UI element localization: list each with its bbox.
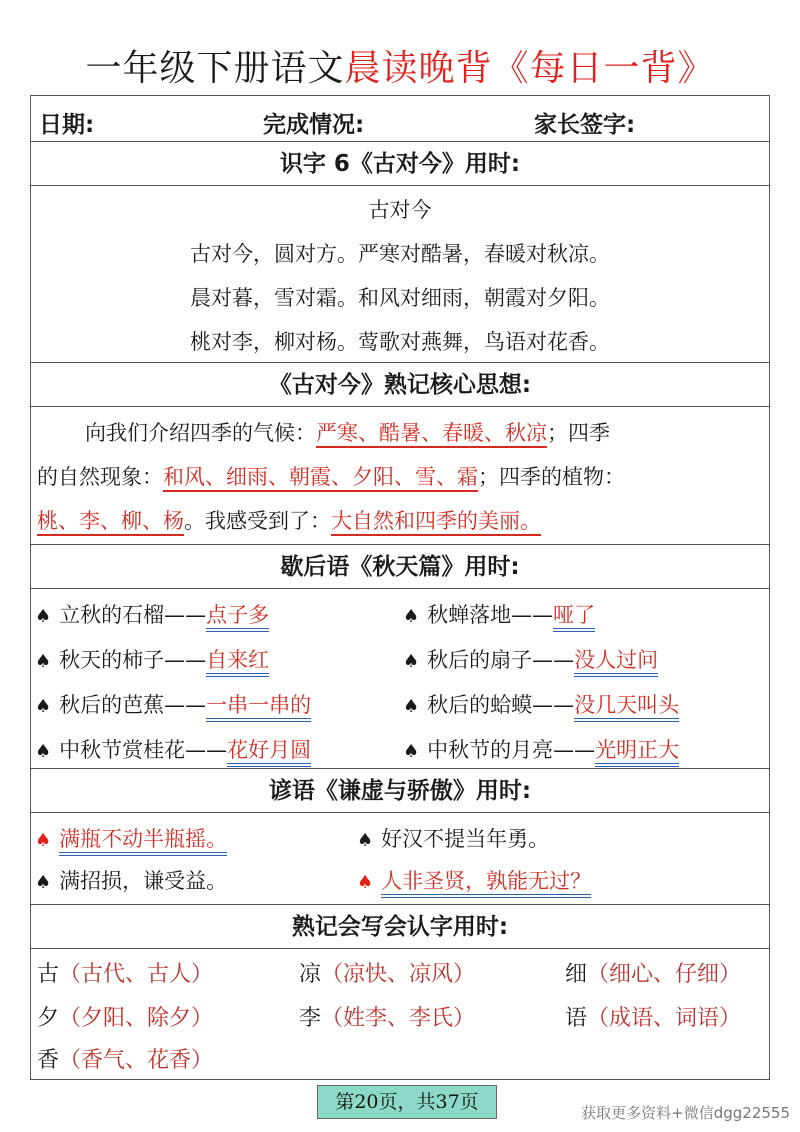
core-text: ；四季 — [547, 421, 610, 445]
spade-icon: ♠ — [403, 606, 420, 627]
xiehouyu-item — [403, 689, 679, 719]
char-phrases: （香气、花香） — [59, 1048, 214, 1073]
core-text: 向我们介绍四季的气候： — [85, 421, 316, 445]
char-word: 古 — [37, 962, 60, 987]
char-item — [565, 957, 741, 988]
section4-title: 谚语《谦虚与骄傲》用时: — [31, 769, 769, 813]
xiehouyu-block — [31, 589, 769, 769]
char-word: 语 — [565, 1006, 588, 1031]
xiehouyu-a: 光明正大 — [595, 738, 679, 767]
poem-block — [31, 186, 769, 363]
xiehouyu-q: 秋后的扇子—— — [427, 648, 575, 672]
spade-icon: ♠ — [35, 606, 52, 627]
spade-icon: ♠ — [357, 872, 374, 893]
proverb-item — [357, 823, 549, 853]
page-indicator: 第20页，共37页 — [317, 1085, 497, 1119]
xiehouyu-item — [403, 599, 595, 629]
char-item — [37, 1001, 213, 1032]
title-black: 一年级下册语文 — [85, 48, 345, 89]
characters-block — [31, 949, 769, 1079]
section1-title: 识字 6《古对今》用时: — [31, 142, 769, 186]
spade-icon: ♠ — [35, 830, 52, 851]
spade-icon: ♠ — [357, 830, 374, 851]
spade-icon: ♠ — [35, 872, 52, 893]
signature-label: 家长签字: — [534, 112, 636, 138]
char-phrases: （夕阳、除夕） — [59, 1006, 214, 1031]
char-phrases: （姓李、李氏） — [321, 1006, 476, 1031]
header-row — [31, 96, 769, 142]
spade-icon: ♠ — [35, 651, 52, 672]
xiehouyu-a: 哑了 — [553, 603, 595, 632]
proverb-text: 满瓶不动半瓶摇。 — [59, 827, 227, 856]
char-word: 凉 — [299, 962, 322, 987]
xiehouyu-a: 一串一串的 — [206, 693, 311, 722]
char-word: 夕 — [37, 1006, 60, 1031]
proverb-text: 人非圣贤，孰能无过？ — [381, 869, 591, 898]
spade-icon: ♠ — [403, 651, 420, 672]
xiehouyu-q: 秋后的芭蕉—— — [59, 693, 207, 717]
poem-line-1: 古对今，圆对方。严寒对酷暑，春暖对秋凉。 — [190, 242, 610, 266]
section3-title: 歇后语《秋天篇》用时: — [31, 545, 769, 589]
xiehouyu-q: 秋蝉落地—— — [427, 603, 554, 627]
char-phrases: （成语、词语） — [587, 1006, 742, 1031]
xiehouyu-q: 中秋节的月亮—— — [427, 738, 596, 762]
char-phrases: （凉快、凉风） — [321, 962, 476, 987]
proverb-block — [31, 813, 769, 905]
xiehouyu-q: 立秋的石榴—— — [59, 603, 207, 627]
proverb-text: 满招损，谦受益。 — [59, 869, 228, 893]
core-idea-block — [31, 407, 769, 545]
spade-icon: ♠ — [403, 696, 420, 717]
char-word: 李 — [299, 1006, 322, 1031]
char-item — [37, 1043, 213, 1074]
core-text: ；四季的植物： — [478, 465, 625, 489]
xiehouyu-a: 没几天叫头 — [574, 693, 679, 722]
answer-feeling: 大自然和四季的美丽。 — [331, 509, 541, 536]
section5-title: 熟记会写会认字用时: — [31, 905, 769, 949]
title-red: 晨读晚背《每日一背》 — [344, 48, 715, 89]
proverb-text: 好汉不提当年勇。 — [381, 827, 550, 851]
xiehouyu-item — [403, 644, 658, 674]
char-phrases: （古代、古人） — [59, 962, 214, 987]
worksheet — [30, 95, 770, 1080]
page-title — [0, 40, 800, 91]
char-phrases: （细心、仔细） — [587, 962, 742, 987]
answer-plants: 桃、李、柳、杨 — [37, 509, 184, 536]
spade-icon: ♠ — [403, 741, 420, 762]
core-line-3 — [37, 505, 763, 535]
poem-line-3: 桃对李，柳对杨。莺歌对燕舞，鸟语对花香。 — [190, 330, 610, 354]
section2-title: 《古对今》熟记核心思想: — [31, 363, 769, 407]
xiehouyu-item — [403, 734, 679, 764]
char-item — [299, 957, 475, 988]
date-label: 日期: — [39, 112, 95, 138]
char-word: 细 — [565, 962, 588, 987]
xiehouyu-q: 秋后的蛤蟆—— — [427, 693, 575, 717]
spade-icon: ♠ — [35, 741, 52, 762]
xiehouyu-a: 没人过问 — [574, 648, 658, 677]
core-text: 的自然现象： — [37, 465, 163, 489]
char-word: 香 — [37, 1048, 60, 1073]
xiehouyu-a: 自来红 — [206, 648, 269, 677]
core-line-2 — [37, 461, 763, 491]
char-item — [37, 957, 213, 988]
xiehouyu-q: 中秋节赏桂花—— — [59, 738, 228, 762]
xiehouyu-item — [35, 689, 311, 719]
proverb-item — [357, 865, 591, 895]
answer-climate: 严寒、酷暑、春暖、秋凉 — [316, 421, 547, 448]
xiehouyu-item — [35, 599, 269, 629]
xiehouyu-a: 花好月圆 — [227, 738, 311, 767]
spade-icon: ♠ — [35, 696, 52, 717]
status-label: 完成情况: — [263, 112, 365, 138]
poem-title: 古对今 — [368, 198, 432, 222]
watermark: 获取更多资料+微信dgg22555 — [581, 1104, 790, 1122]
proverb-item — [35, 865, 227, 895]
core-line-1 — [85, 417, 763, 447]
xiehouyu-a: 点子多 — [206, 603, 269, 632]
xiehouyu-item — [35, 644, 269, 674]
poem-line-2: 晨对暮，雪对霜。和风对细雨，朝霞对夕阳。 — [190, 286, 610, 310]
proverb-item — [35, 823, 227, 853]
char-item — [565, 1001, 741, 1032]
xiehouyu-item — [35, 734, 311, 764]
xiehouyu-q: 秋天的柿子—— — [59, 648, 207, 672]
answer-phenomena: 和风、细雨、朝霞、夕阳、雪、霜 — [163, 465, 478, 492]
char-item — [299, 1001, 475, 1032]
core-text: 。我感受到了： — [184, 509, 331, 533]
